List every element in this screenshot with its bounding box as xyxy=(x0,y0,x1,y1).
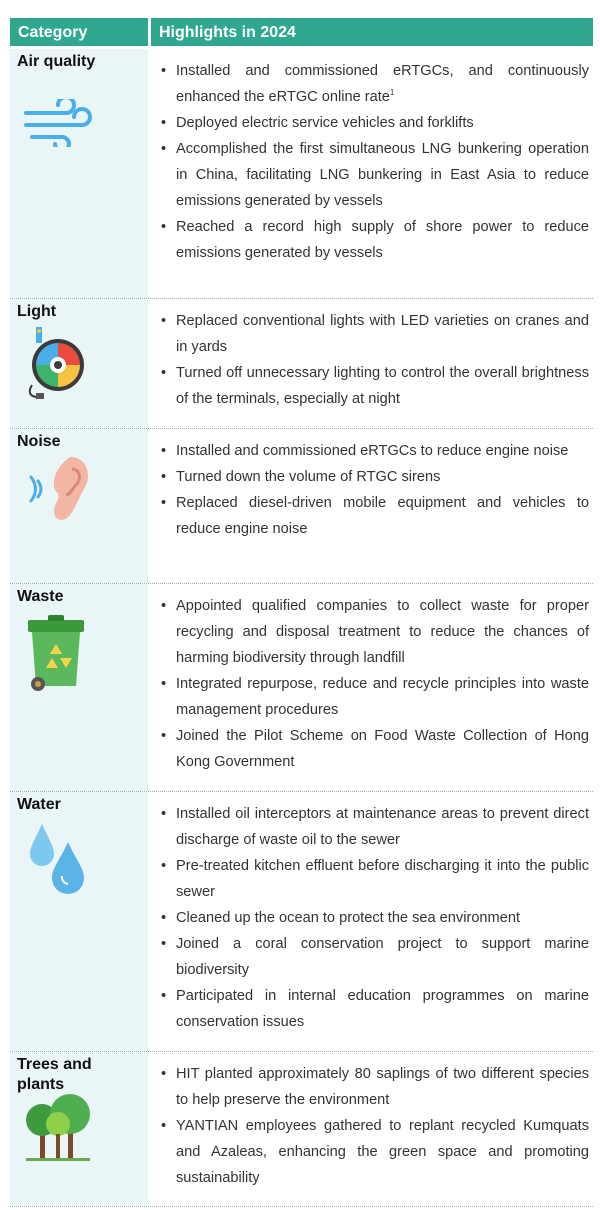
list-item: • Replaced conventional lights with LED varieties on cranes and in yards xyxy=(161,308,589,360)
list-item: • Pre-treated kitchen effluent before discharging it into the public sewer xyxy=(161,853,589,905)
row-water xyxy=(10,792,593,1052)
row-light xyxy=(10,299,593,429)
highlights-cell xyxy=(151,1052,593,1206)
list-item: • Installed and commissioned eRTGCs, and continuously enhanced the eRTGC online rate$^1$ xyxy=(161,58,589,110)
category-name: Noise xyxy=(17,433,61,450)
list-item: • Deployed electric service vehicles and forklifts xyxy=(161,110,589,136)
list-item: • YANTIAN employees gathered to replant recycled Kumquats and Azaleas, enhancing the green space and promoting sustainability xyxy=(161,1113,589,1191)
row-trees-and-plants xyxy=(10,1052,593,1207)
category-cell xyxy=(10,1052,151,1206)
list-item: • Installed oil interceptors at maintenance areas to prevent direct discharge of waste oil to the sewer xyxy=(161,801,589,853)
list-item: • Turned off unnecessary lighting to control the overall brightness of the terminals, especially at night xyxy=(161,360,589,412)
category-cell xyxy=(10,584,151,791)
header-highlights: Highlights in 2024 xyxy=(159,24,296,41)
category-name: Waste xyxy=(17,588,64,605)
list-item: • Cleaned up the ocean to protect the sea environment xyxy=(161,905,589,931)
highlights-cell xyxy=(151,429,593,583)
list-item: • Appointed qualified companies to collect waste for proper recycling and disposal treatment to reduce the chances of harming biodiversity through landfill xyxy=(161,593,589,671)
footnote-marker: 1 xyxy=(389,88,395,98)
category-name: Air quality xyxy=(17,53,96,70)
category-cell xyxy=(10,299,151,428)
list-item: • Replaced diesel-driven mobile equipment and vehicles to reduce engine noise xyxy=(161,490,589,542)
category-cell xyxy=(10,792,151,1051)
list-item: • Accomplished the first simultaneous LNG bunkering operation in China, facilitating LNG bunkering in East Asia to reduce emissions generated by vessels xyxy=(161,136,589,214)
category-cell xyxy=(10,429,151,583)
row-waste xyxy=(10,584,593,792)
category-name: Trees and plants xyxy=(17,1056,92,1093)
list-item: • Participated in internal education programmes on marine conservation issues xyxy=(161,983,589,1035)
wind-icon xyxy=(22,99,96,147)
water-drops-icon xyxy=(22,818,88,896)
highlights-table xyxy=(10,18,593,1207)
header-category: Category xyxy=(10,18,151,46)
row-air-quality xyxy=(10,49,593,299)
cable-reel-icon xyxy=(22,325,88,401)
list-item: • Turned down the volume of RTGC sirens xyxy=(161,464,589,490)
list-item: • Installed and commissioned eRTGCs to reduce engine noise xyxy=(161,438,589,464)
list-item: • Joined a coral conservation project to support marine biodiversity xyxy=(161,931,589,983)
highlights-cell xyxy=(151,299,593,428)
category-cell xyxy=(10,49,151,298)
trees-icon xyxy=(22,1088,94,1164)
list-item: • Joined the Pilot Scheme on Food Waste Collection of Hong Kong Government xyxy=(161,723,589,775)
highlights-cell xyxy=(151,49,593,298)
category-name: Water xyxy=(17,796,61,813)
table-header xyxy=(10,18,593,49)
list-item: • HIT planted approximately 80 saplings of two different species to help preserve the environment xyxy=(161,1061,589,1113)
recycle-bin-icon xyxy=(22,614,90,692)
row-noise xyxy=(10,429,593,584)
list-item: • Integrated repurpose, reduce and recycle principles into waste management procedures xyxy=(161,671,589,723)
highlights-cell xyxy=(151,584,593,791)
highlights-cell xyxy=(151,792,593,1051)
category-name: Light xyxy=(17,303,57,320)
ear-icon xyxy=(22,451,96,527)
list-item: • Reached a record high supply of shore power to reduce emissions generated by vessels xyxy=(161,214,589,266)
